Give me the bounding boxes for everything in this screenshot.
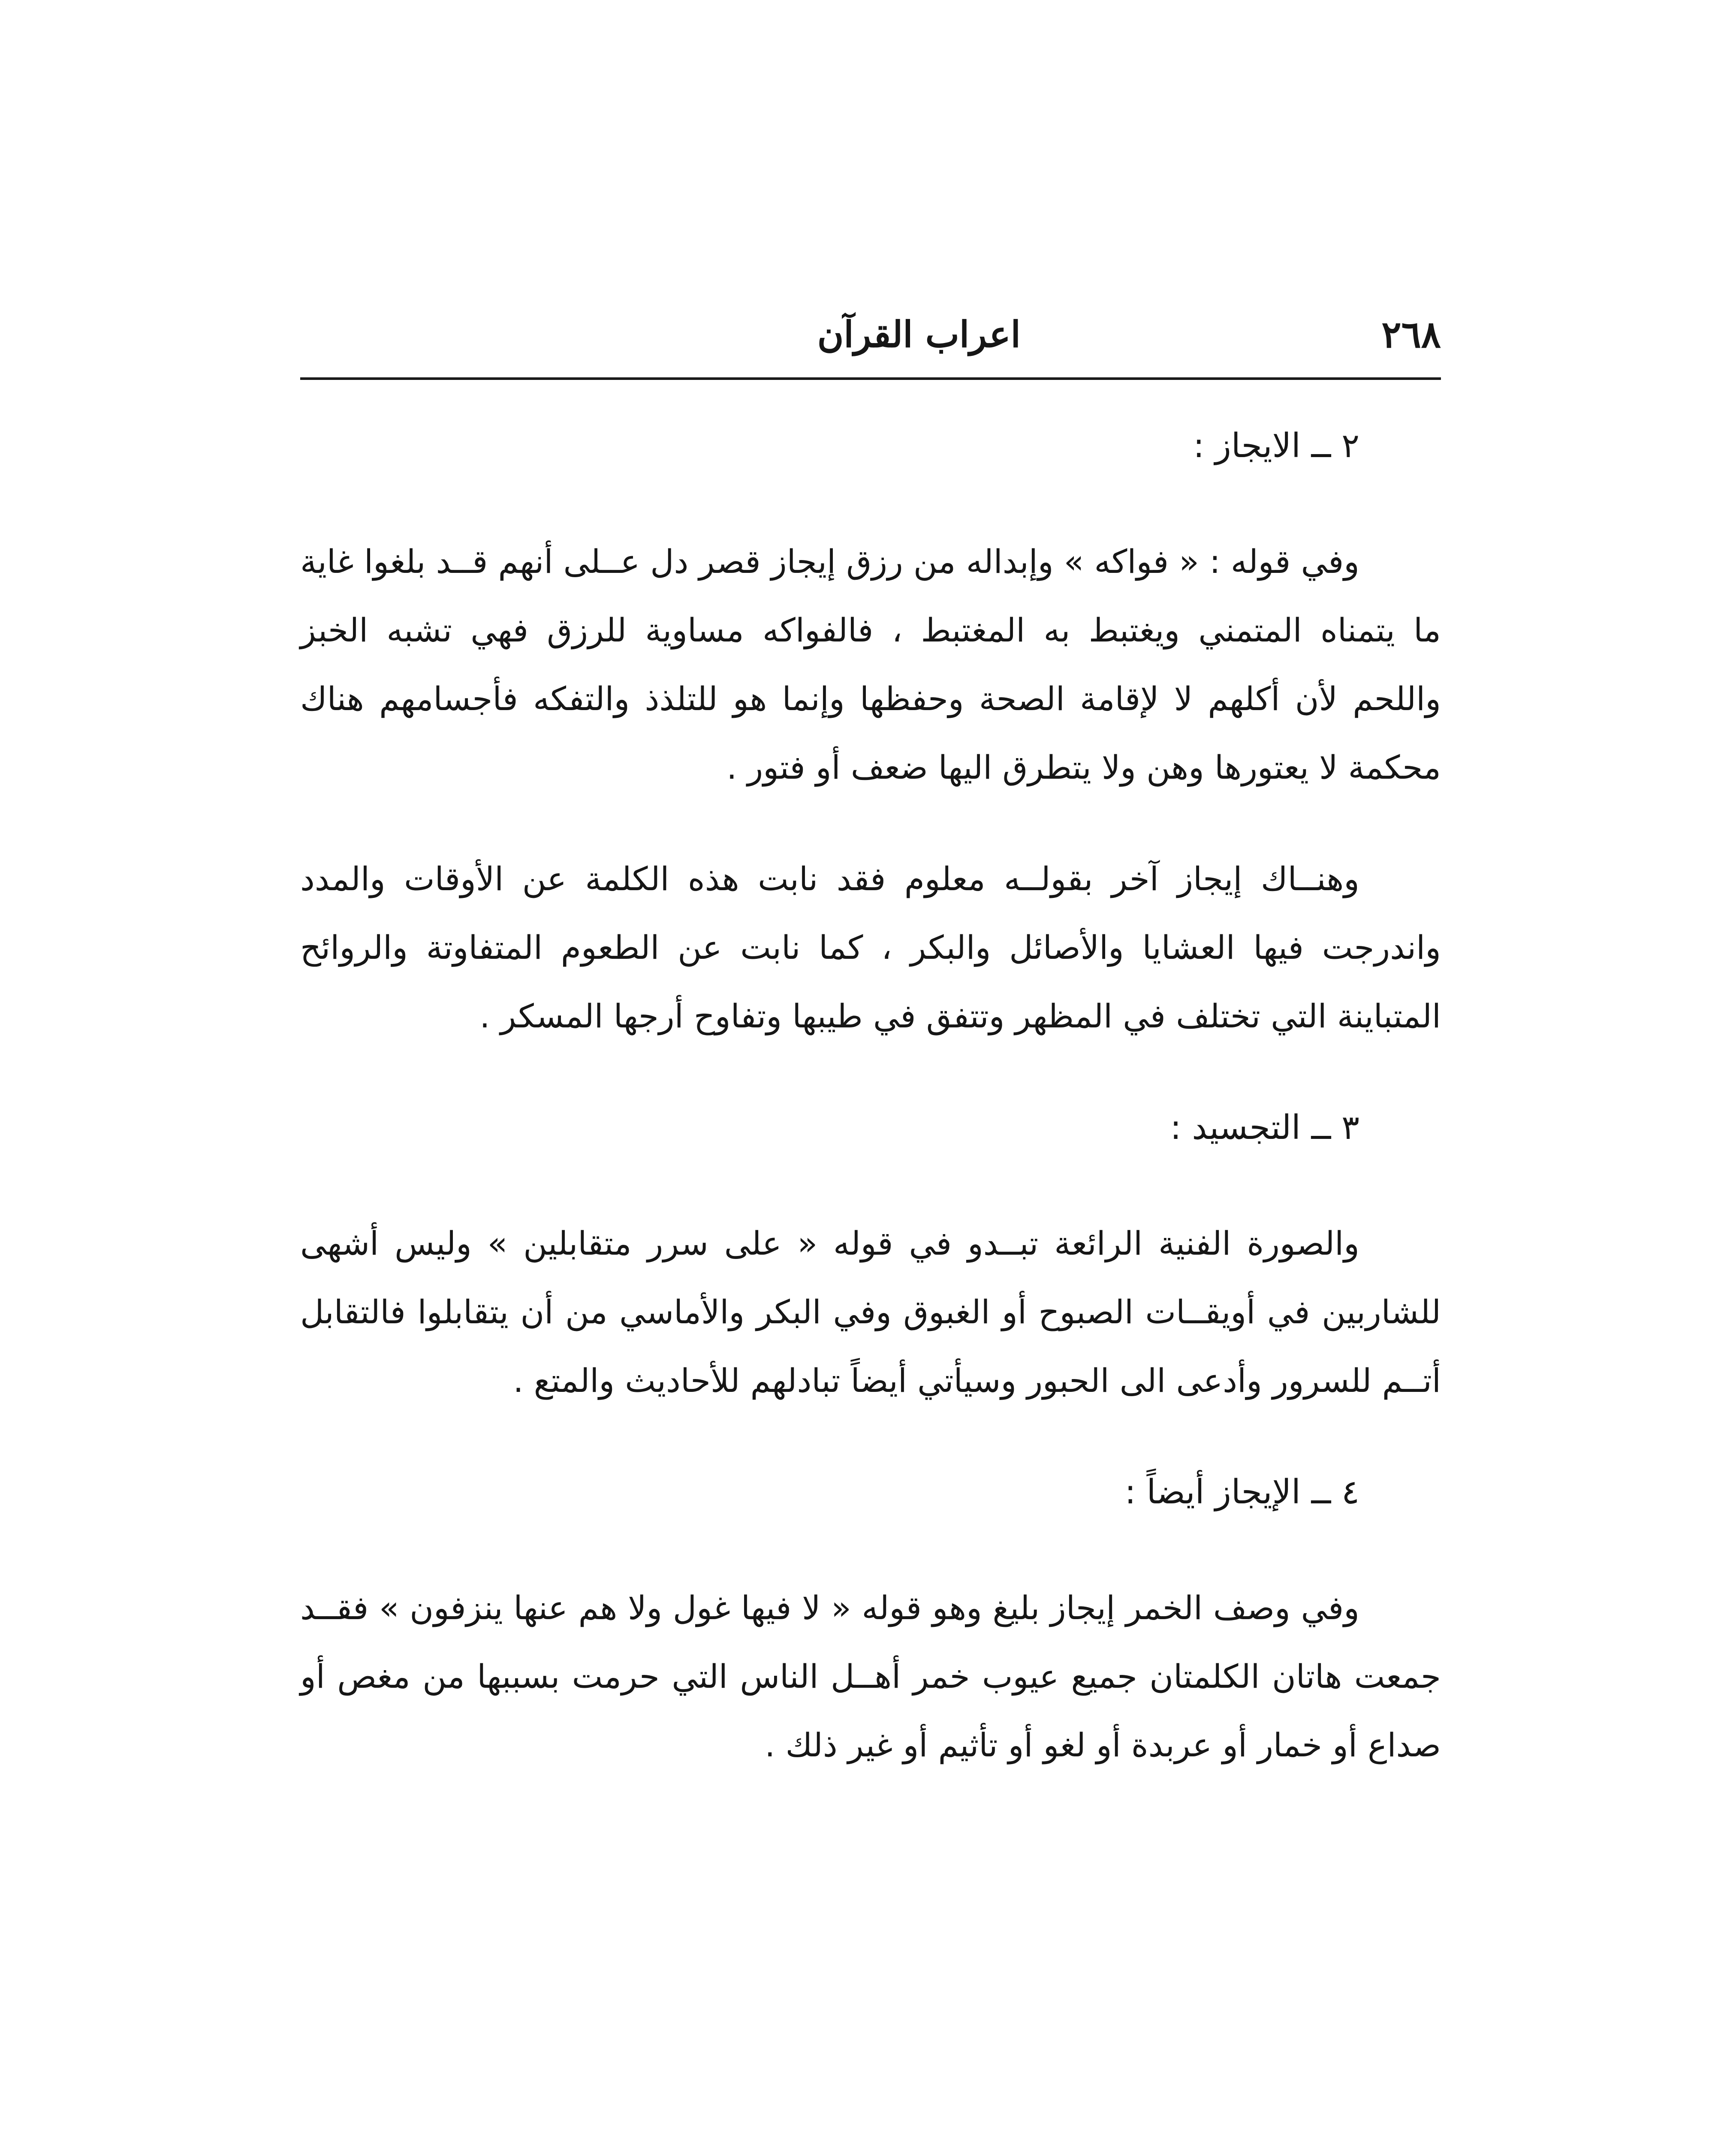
text-line: الأوقات والمدد واندرجت فيها العشايا والأصائل والبكر ، كما نابت [300, 860, 1441, 967]
section-ijaz-also [300, 1458, 1441, 1780]
running-title: اعراب القرآن [817, 313, 1021, 355]
text-line: عن الطعوم المتفاوتة والروائح المتباينة التي تختلف في المظهر وتتفق [300, 928, 1441, 1035]
section-tajsid [300, 1093, 1441, 1415]
text-line: أنهم قــد بلغوا غاية ما يتمناه المتمني ويغتبط به المغتبط ، فالفواكه [300, 542, 1441, 649]
text-line: وهن ولا يتطرق اليها ضعف أو فتور . [726, 748, 1204, 786]
paragraph [300, 1574, 1441, 1780]
section-heading: ٢ ــ الايجاز : [1193, 427, 1359, 465]
text-line: وحفظها وإنما هو للتلذذ والتفكه فأجسامهم هناك محكمة لا يعتورها [300, 680, 1441, 786]
paragraph [300, 1209, 1441, 1415]
text-line: والأماسي من أن يتقابلوا فالتقابل أتــم للسرور وأدعى الى الحبور [300, 1293, 1441, 1400]
body-text [300, 412, 1441, 1822]
text-line: في طيبها وتفاوح أرجها المسكر . [479, 997, 916, 1035]
text-line: وسيأتي أيضاً تبادلهم للأحاديث والمتع . [513, 1361, 1017, 1400]
paragraph [300, 527, 1441, 802]
text-line: عنها ينزفون » فقــد جمعت هاتان الكلمتان جميع عيوب خمر أهــل [300, 1589, 1441, 1695]
section-heading: ٣ ــ التجسيد : [1170, 1108, 1359, 1147]
text-line: وليس أشهى للشاربين في أويقــات الصبوح أو الغبوق وفي البكر [300, 1224, 1441, 1331]
running-header [300, 300, 1441, 377]
section-ijaz [300, 412, 1441, 1051]
text-line: والصورة الفنية الرائعة تبــدو في قوله « على سرر متقابلين » [487, 1224, 1359, 1262]
section-heading: ٤ ــ الإيجاز أيضاً : [1124, 1473, 1359, 1512]
text-line: وفي وصف الخمر إيجاز بليغ وهو قوله « لا فيها غول ولا هم [578, 1589, 1359, 1627]
text-line: وفي قوله : « فواكه » وإبداله من رزق إيجاز قصر دل عــلى [563, 542, 1359, 581]
page-number: ٢٦٨ [1381, 313, 1441, 356]
text-line: مساوية للرزق فهي تشبه الخبز واللحم لأن أكلهم لا لإقامة الصحة [300, 611, 1441, 718]
header-rule [300, 377, 1441, 380]
paragraph [300, 845, 1441, 1051]
text-line: الناس التي حرمت بسببها من مغص أو صداع أو خمار أو عربدة أو [300, 1657, 1441, 1764]
text-line: لغو أو تأثيم أو غير ذلك . [765, 1726, 1086, 1764]
text-line: وهنــاك إيجاز آخر بقولــه معلوم فقد نابت هذه الكلمة عن [522, 860, 1359, 898]
